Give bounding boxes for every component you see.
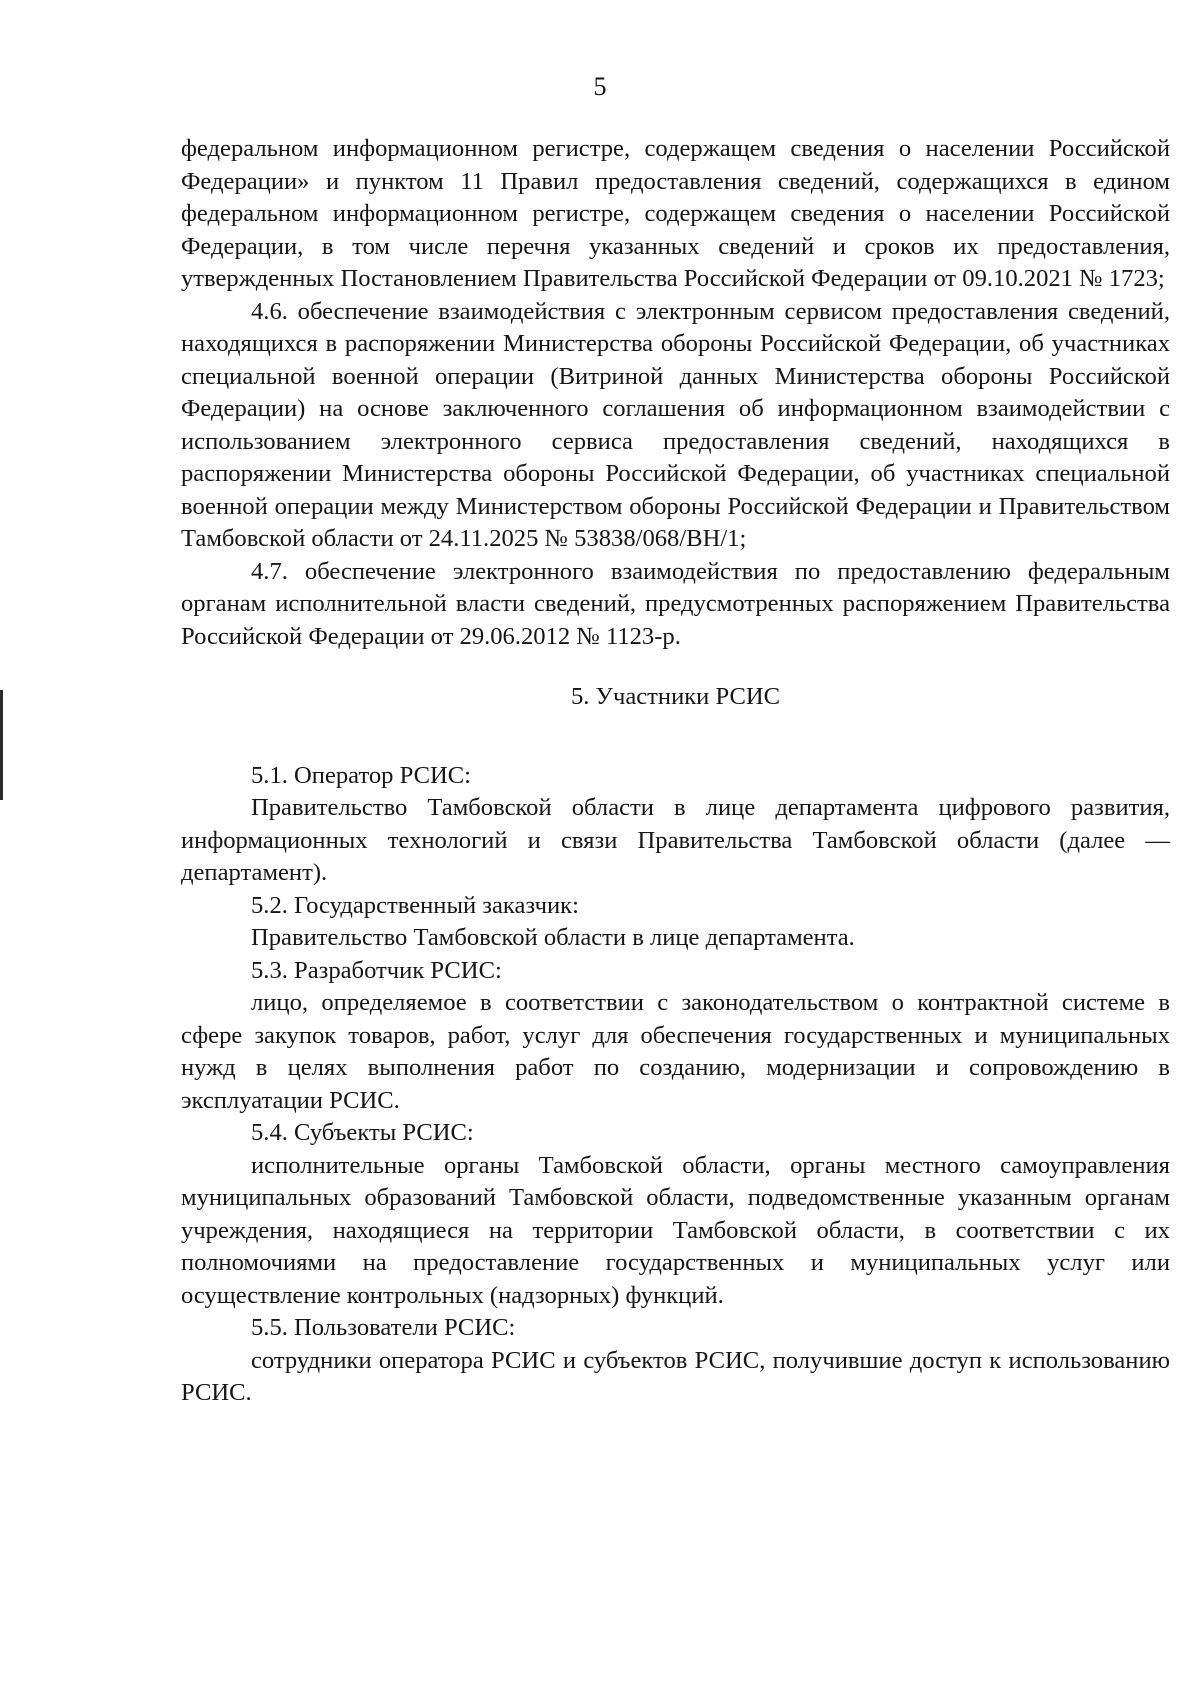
- paragraph-4-6: 4.6. обеспечение взаимодействия с электронным сервисом предоставления сведений, находящихся в распоряжении Министерства обороны Российской Федерации, об участниках специальной военной операции (Витриной данных Министерства обороны Российской Федерации) на основе заключенного соглашения об информационном взаимодействии с использованием электронного сервиса предоставления сведений, находящихся в распоряжении Министерства обороны Российской Федерации, об участниках специальной военной операции между Министерством обороны Российской Федерации и Правительством Тамбовской области от 24.11.2025 № 53838/068/ВН/1;: [181, 297, 1170, 552]
- clause-5-2-heading: 5.2. Государственный заказчик:: [251, 891, 579, 919]
- clause-5-1-heading: 5.1. Оператор РСИС:: [251, 761, 471, 789]
- clause-5-3-heading: 5.3. Разработчик РСИС:: [251, 956, 502, 984]
- page-number: 5: [593, 72, 607, 101]
- clause-5-1-text: Правительство Тамбовской области в лице департамента цифрового развития, информационных технологий и связи Правительства Тамбовской области (далее — департамент).: [181, 794, 1170, 886]
- clause-5-4-text: исполнительные органы Тамбовской области, органы местного самоуправления муниципальных образований Тамбовской области, подведомственные указанным органам учреждения, находящиеся на территории Тамбовской области, в соответствии с их полномочиями на предоставление государственных и муниципальных услуг или осуществление контрольных (надзорных) функций.: [181, 1151, 1170, 1309]
- clause-5-2-text: Правительство Тамбовской области в лице департамента.: [251, 924, 855, 951]
- clause-5-4-heading: 5.4. Субъекты РСИС:: [251, 1119, 474, 1146]
- document-body: [181, 133, 1170, 1410]
- scan-edge-mark: [0, 690, 3, 800]
- paragraph-continuation: федеральном информационном регистре, содержащем сведения о населении Российской Федерации» и пунктом 11 Правил предоставления сведений, содержащихся в едином федеральном информационном регистре, содержащем сведения о населении Российской Федерации, в том числе перечня указанных сведений и сроков их предоставления, утвержденных Постановлением Правительства Российской Федерации от 09.10.2021 № 1723;: [181, 135, 1170, 292]
- clause-5-3-text: лицо, определяемое в соответствии с законодательством о контрактной системе в сфере закупок товаров, работ, услуг для обеспечения государственных и муниципальных нужд в целях выполнения работ по созданию, модернизации и сопровождению в эксплуатации РСИС.: [181, 989, 1170, 1114]
- clause-5-5-text: сотрудники оператора РСИС и субъектов РСИС, получившие доступ к использованию РСИС.: [181, 1346, 1170, 1406]
- clause-5-5-heading: 5.5. Пользователи РСИС:: [251, 1314, 516, 1341]
- paragraph-4-7: 4.7. обеспечение электронного взаимодействия по предоставлению федеральным органам исполнительной власти сведений, предусмотренных распоряжением Правительства Российской Федерации от 29.06.2012 № 1123-р.: [181, 557, 1170, 650]
- section-title: 5. Участники РСИС: [570, 683, 781, 710]
